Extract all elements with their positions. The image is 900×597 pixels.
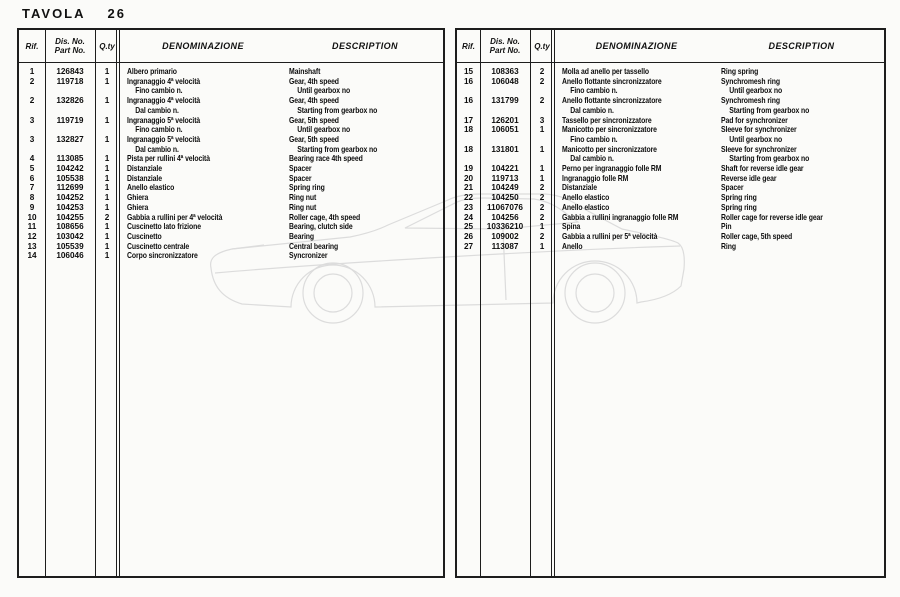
ref-cell: 8 (29, 193, 35, 203)
description-cell (289, 154, 443, 164)
qty-cell: 1 (104, 67, 110, 76)
table-row (19, 251, 443, 261)
denomination-text: Ingranaggio 4ª velocità (127, 75, 201, 86)
denomination-text: Cuscinetto (127, 230, 162, 241)
table-row (457, 193, 884, 203)
part-number-cell: 113087 (491, 241, 519, 251)
part-number-cell: 104255 (56, 212, 84, 222)
ref-cell: 10 (27, 212, 37, 222)
part-number-cell: 105539 (56, 241, 84, 251)
row-main (554, 232, 884, 242)
ref-cell: 5 (29, 164, 35, 174)
description-text: Bearing race 4th speed (289, 153, 363, 164)
qty-cell: 1 (104, 76, 110, 86)
qty-cell: 1 (104, 164, 110, 174)
parts-table-left (17, 28, 445, 578)
description-text: Ring nut (289, 201, 317, 212)
table-row (457, 242, 884, 252)
denomination-cell (562, 77, 721, 96)
table-row (457, 183, 884, 193)
part-number-cell: 112699 (56, 183, 84, 193)
description-text: Synchromesh ring (721, 75, 780, 86)
description-text: Ring spring (721, 66, 759, 76)
description-text: Pin (721, 221, 732, 232)
table-row (19, 116, 443, 135)
denomination-note: Fino cambio n. (570, 85, 618, 96)
description-note: Until gearbox no (297, 85, 351, 96)
table-row (19, 135, 443, 154)
denomination-text: Spina (562, 221, 581, 232)
ref-cell: 6 (29, 173, 35, 183)
page-title (22, 6, 126, 21)
description-cell (289, 96, 443, 115)
denomination-text: Manicotto per sincronizzatore (562, 124, 657, 135)
denomination-text: Cuscinetto centrale (127, 240, 190, 251)
description-text: Pad for synchronizer (721, 114, 788, 125)
description-text: Roller cage, 5th speed (721, 230, 793, 241)
header-denomination: DENOMINAZIONE (162, 41, 244, 51)
part-number-cell: 113085 (56, 154, 84, 164)
ref-cell: 18 (463, 144, 474, 154)
qty-cell: 1 (104, 193, 110, 203)
header-part-number (45, 37, 95, 55)
description-text: Gear, 4th speed (289, 95, 339, 106)
description-text: Central bearing (289, 240, 339, 251)
qty-cell: 1 (104, 222, 110, 232)
ref-cell: 21 (463, 183, 474, 193)
description-cell (721, 125, 884, 144)
description-text: Sleeve for synchronizer (721, 143, 797, 154)
part-number-cell: 131799 (491, 96, 519, 106)
qty-cell: 1 (104, 231, 110, 241)
description-note: Starting from gearbox no (729, 104, 810, 115)
description-cell (289, 135, 443, 154)
denomination-text: Anello elastico (127, 182, 175, 193)
denomination-text: Ingranaggio 5ª velocità (127, 133, 201, 144)
description-text: Mainshaft (289, 66, 321, 76)
qty-cell: 1 (104, 96, 110, 106)
row-main (119, 251, 443, 261)
description-text: Gear, 5th speed (289, 114, 339, 125)
denomination-cell (562, 242, 721, 252)
qty-cell: 1 (539, 241, 545, 251)
description-note: Starting from gearbox no (729, 153, 810, 164)
table-row (457, 116, 884, 126)
description-text: Spacer (721, 182, 744, 193)
table-row (19, 154, 443, 164)
table-row (457, 125, 884, 144)
denomination-text: Distanziale (562, 182, 597, 193)
part-number-cell: 104253 (56, 202, 84, 212)
denomination-text: Ghiera (127, 192, 149, 203)
row-main (554, 213, 884, 223)
denomination-text: Gabbia a rullini per 5ª velocità (562, 230, 658, 241)
part-number-cell: 104221 (491, 164, 519, 174)
denomination-text: Ingranaggio 5ª velocità (127, 114, 201, 125)
ref-cell: 3 (29, 115, 35, 125)
description-cell (721, 96, 884, 115)
qty-cell: 1 (539, 144, 545, 154)
part-number-cell: 105538 (56, 173, 84, 183)
denomination-cell (562, 96, 721, 115)
description-text: Spring ring (721, 201, 757, 212)
table-row (457, 222, 884, 232)
header-ref: Rif. (25, 41, 39, 51)
table-row (457, 96, 884, 115)
ref-cell: 4 (29, 154, 35, 164)
qty-cell: 2 (539, 193, 545, 203)
denomination-text: Anello flottante sincronizzatore (562, 75, 662, 86)
part-number-cell: 11067076 (487, 202, 523, 212)
description-note: Starting from gearbox no (297, 104, 378, 115)
part-number-cell: 106046 (56, 251, 84, 261)
part-number-cell: 104242 (56, 164, 84, 174)
description-text: Ring nut (289, 192, 317, 203)
ref-cell: 26 (463, 231, 474, 241)
ref-cell: 15 (463, 67, 474, 76)
header-qty: Q.ty (99, 41, 115, 51)
ref-cell: 20 (463, 173, 474, 183)
description-text: Gear, 5th speed (289, 133, 339, 144)
part-number-cell: 106051 (491, 125, 519, 135)
ref-cell: 2 (29, 96, 35, 106)
ref-cell: 16 (463, 76, 474, 86)
header-description: DESCRIPTION (768, 41, 835, 51)
ref-cell: 2 (29, 76, 35, 86)
part-number-cell: 126843 (56, 67, 84, 76)
description-cell (721, 213, 884, 223)
header-part-line2: Part No. (54, 46, 86, 55)
qty-cell: 2 (539, 76, 545, 86)
part-number-cell: 104249 (491, 183, 519, 193)
header-description: DESCRIPTION (332, 41, 398, 51)
description-text: Spring ring (721, 192, 757, 203)
table-row (19, 232, 443, 242)
denomination-note: Fino cambio n. (570, 133, 618, 144)
qty-cell: 1 (104, 173, 110, 183)
page-title-text: TAVOLA (22, 6, 86, 21)
description-cell (721, 174, 884, 184)
description-text: Syncronizer (289, 250, 328, 261)
ref-cell: 22 (463, 193, 474, 203)
table-row (457, 67, 884, 77)
table-row (457, 232, 884, 242)
table-row (19, 77, 443, 96)
description-text: Ring (721, 240, 736, 251)
denomination-note: Dal cambio n. (135, 104, 179, 115)
denomination-text: Cuscinetto lato frizione (127, 221, 201, 232)
row-main (119, 183, 443, 193)
table-row (457, 213, 884, 223)
page-number: 26 (107, 6, 126, 21)
description-text: Roller cage for reverse idle gear (721, 211, 823, 222)
row-main (554, 174, 884, 184)
header-part-number (480, 37, 530, 55)
description-text: Spacer (289, 172, 312, 183)
description-cell (721, 145, 884, 164)
ref-cell: 25 (463, 222, 474, 232)
row-main (119, 193, 443, 203)
ref-cell: 1 (29, 67, 35, 76)
qty-cell: 1 (104, 115, 110, 125)
description-text: Gear, 4th speed (289, 75, 339, 86)
table-row (19, 183, 443, 193)
ref-cell: 27 (463, 241, 474, 251)
part-number-cell: 106048 (491, 76, 519, 86)
ref-cell: 13 (27, 241, 37, 251)
row-main (119, 135, 443, 154)
description-cell (721, 232, 884, 242)
description-text: Bearing, clutch side (289, 221, 353, 232)
table-row (19, 174, 443, 184)
qty-cell: 2 (539, 202, 545, 212)
ref-cell: 24 (463, 212, 474, 222)
denomination-text: Ghiera (127, 201, 149, 212)
row-main (554, 145, 884, 164)
part-number-cell: 103042 (56, 231, 84, 241)
qty-cell: 1 (104, 154, 110, 164)
part-number-cell: 126201 (491, 115, 519, 125)
part-number-cell: 109002 (491, 231, 519, 241)
table-row (19, 67, 443, 77)
description-text: Roller cage, 4th speed (289, 211, 361, 222)
qty-cell: 2 (539, 96, 545, 106)
denomination-cell (127, 183, 289, 193)
description-cell (721, 77, 884, 96)
description-note: Starting from gearbox no (297, 143, 378, 154)
qty-cell: 2 (104, 212, 110, 222)
denomination-text: Anello flottante sincronizzatore (562, 95, 662, 106)
description-text: Sleeve for synchronizer (721, 124, 797, 135)
header-qty: Q.ty (534, 41, 550, 51)
ref-cell: 11 (27, 222, 37, 232)
description-text: Reverse idle gear (721, 172, 777, 183)
denomination-cell (127, 77, 289, 96)
table-row (457, 145, 884, 164)
description-text: Spacer (289, 163, 312, 174)
table-row (19, 164, 443, 174)
header-denomination: DENOMINAZIONE (595, 41, 678, 51)
denomination-cell (562, 213, 721, 223)
description-text: Shaft for reverse idle gear (721, 163, 804, 174)
description-cell (289, 251, 443, 261)
table-row (457, 174, 884, 184)
row-main (119, 154, 443, 164)
denomination-text: Gabbia a rullini ingranaggio folle RM (562, 211, 679, 222)
denomination-text: Ingranaggio 4ª velocità (127, 95, 201, 106)
denomination-note: Dal cambio n. (570, 153, 614, 164)
part-number-cell: 104252 (56, 193, 84, 203)
description-note: Until gearbox no (297, 124, 351, 135)
denomination-text: Gabbia a rullini per 4ª velocità (127, 211, 223, 222)
qty-cell: 1 (104, 202, 110, 212)
part-number-cell: 104250 (491, 193, 519, 203)
part-number-cell: 108656 (56, 222, 84, 232)
ref-cell: 3 (29, 134, 35, 144)
description-note: Until gearbox no (729, 85, 783, 96)
denomination-cell (562, 232, 721, 242)
ref-cell: 7 (29, 183, 35, 193)
header-part-line1: Dis. No. (55, 37, 85, 46)
table-body-right (457, 62, 884, 251)
ref-cell: 19 (463, 164, 474, 174)
denomination-note: Fino cambio n. (135, 85, 183, 96)
row-main (554, 96, 884, 115)
description-cell (289, 116, 443, 135)
table-row (19, 193, 443, 203)
denomination-text: Distanziale (127, 163, 162, 174)
row-main (119, 222, 443, 232)
row-main (554, 77, 884, 96)
table-row (19, 222, 443, 232)
qty-cell: 3 (539, 115, 545, 125)
table-body-left (19, 62, 443, 261)
ref-cell: 23 (463, 202, 474, 212)
denomination-text: Tassello per sincronizzatore (562, 114, 652, 125)
table-row (457, 77, 884, 96)
row-main (554, 242, 884, 252)
table-row (457, 164, 884, 174)
qty-cell: 1 (539, 125, 545, 135)
header-ref: Rif. (462, 41, 475, 51)
description-text: Bearing (289, 230, 314, 241)
part-number-cell: 131801 (491, 144, 519, 154)
header-part-line2: Part No. (489, 46, 521, 55)
row-main (119, 164, 443, 174)
denomination-cell (127, 135, 289, 154)
denomination-text: Perno per ingranaggio folle RM (562, 163, 662, 174)
denomination-text: Corpo sincronizzatore (127, 250, 198, 261)
ref-cell: 18 (463, 125, 474, 135)
qty-cell: 1 (539, 173, 545, 183)
denomination-cell (562, 125, 721, 144)
table-row (19, 203, 443, 213)
table-header (19, 30, 443, 63)
ref-cell: 9 (29, 202, 35, 212)
table-row (19, 213, 443, 223)
part-number-cell: 104256 (491, 212, 519, 222)
part-number-cell: 132826 (56, 96, 84, 106)
qty-cell: 2 (539, 183, 545, 193)
ref-cell: 12 (27, 231, 37, 241)
header-part-line1: Dis. No. (490, 37, 520, 46)
table-header (457, 30, 884, 63)
denomination-note: Fino cambio n. (135, 124, 183, 135)
qty-cell: 2 (539, 231, 545, 241)
ref-cell: 16 (463, 96, 474, 106)
qty-cell: 1 (104, 183, 110, 193)
part-number-cell: 132827 (56, 134, 84, 144)
ref-cell: 14 (27, 251, 37, 261)
qty-cell: 1 (104, 251, 110, 261)
denomination-note: Dal cambio n. (135, 143, 179, 154)
table-row (19, 96, 443, 115)
denomination-text: Anello (562, 240, 583, 251)
description-text: Spring ring (289, 182, 325, 193)
part-number-cell: 108363 (491, 67, 519, 76)
part-number-cell: 119719 (56, 115, 84, 125)
qty-cell: 1 (539, 222, 545, 232)
denomination-text: Anello elastico (562, 201, 610, 212)
denomination-cell (127, 251, 289, 261)
denomination-text: Distanziale (127, 172, 162, 183)
part-number-cell: 119718 (56, 76, 84, 86)
row-main (119, 116, 443, 135)
row-main (119, 77, 443, 96)
part-number-cell: 119713 (491, 173, 519, 183)
denomination-cell (127, 96, 289, 115)
header-main (554, 41, 884, 51)
qty-cell: 1 (539, 164, 545, 174)
ref-cell: 17 (463, 115, 474, 125)
denomination-note: Dal cambio n. (570, 104, 614, 115)
qty-cell: 1 (104, 241, 110, 251)
denomination-text: Pista per rullini 4ª velocità (127, 153, 210, 164)
denomination-text: Molla ad anello per tassello (562, 66, 650, 76)
parts-table-right (455, 28, 886, 578)
denomination-cell (127, 116, 289, 135)
row-main (119, 96, 443, 115)
description-cell (721, 242, 884, 252)
table-row (19, 242, 443, 252)
denomination-cell (127, 193, 289, 203)
denomination-text: Albero primario (127, 66, 177, 76)
qty-cell: 2 (539, 212, 545, 222)
description-note: Until gearbox no (729, 133, 783, 144)
part-number-cell: 10336210 (486, 222, 524, 232)
qty-cell: 2 (539, 67, 545, 76)
denomination-text: Manicotto per sincronizzatore (562, 143, 657, 154)
description-text: Synchromesh ring (721, 95, 780, 106)
qty-cell: 1 (104, 134, 110, 144)
description-cell (289, 77, 443, 96)
denomination-text: Ingranaggio folle RM (562, 172, 629, 183)
description-cell (289, 164, 443, 174)
denomination-text: Anello elastico (562, 192, 610, 203)
header-main (119, 41, 443, 51)
denomination-cell (562, 145, 721, 164)
row-main (554, 125, 884, 144)
